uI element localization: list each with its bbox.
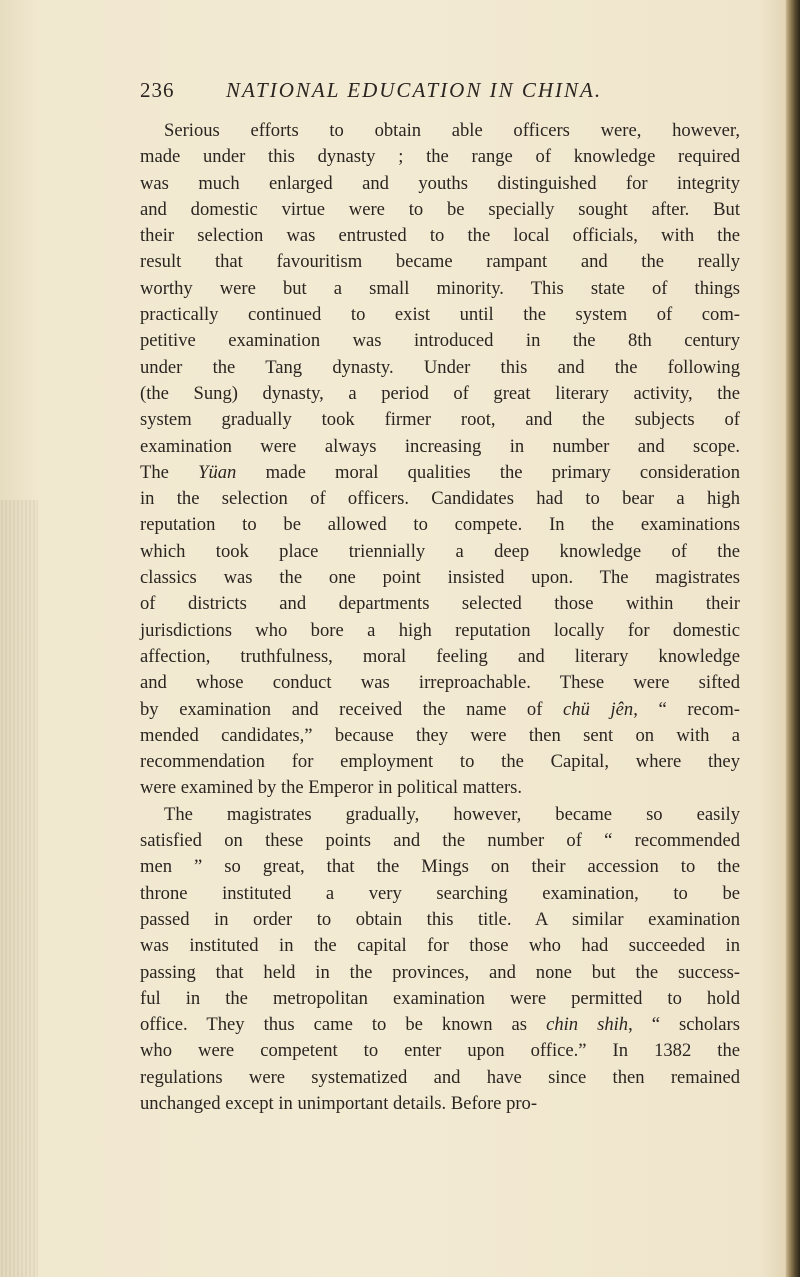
- text-line: [140, 486, 740, 512]
- text-segment: under the Tang dynasty. Under this and the following: [140, 356, 740, 378]
- text-line: [140, 907, 740, 933]
- text-line: [140, 881, 740, 907]
- text-segment: unchanged except in unimportant details. Before pro-: [140, 1092, 538, 1114]
- text-segment: made under this dynasty ; the range of knowledge required: [140, 146, 740, 168]
- text-line: [140, 591, 740, 617]
- text-line: [140, 1038, 740, 1064]
- text-segment: Serious efforts to obtain able officers were, however,: [164, 120, 740, 141]
- text-line: [140, 276, 740, 302]
- text-line: [140, 828, 740, 854]
- text-segment: ful in the metropolitan examination were permitted to hold: [140, 987, 740, 1009]
- text-segment: The: [140, 461, 199, 483]
- running-head: NATIONAL EDUCATION IN CHINA.: [226, 78, 603, 102]
- text-segment: men ” so great, that the Mings on their accession to the: [140, 856, 740, 878]
- text-line: [140, 749, 740, 775]
- text-segment: office. They thus came to be known as: [140, 1014, 547, 1036]
- body-text: [140, 118, 740, 1117]
- text-line: [140, 512, 740, 538]
- text-segment: , “ recom-: [633, 698, 740, 720]
- text-line: [140, 960, 740, 986]
- text-segment: their selection was entrusted to the local officials, with the: [140, 225, 740, 247]
- text-line: [140, 1012, 740, 1038]
- text-segment: satisfied on these points and the number of “ recommended: [140, 830, 740, 852]
- text-segment: system gradually took firmer root, and the subjects of: [140, 409, 740, 431]
- text-segment: which took place triennially a deep knowledge of the: [140, 540, 740, 562]
- text-segment: , “ scholars: [628, 1014, 740, 1036]
- text-line: [140, 697, 740, 723]
- text-line: [140, 802, 740, 828]
- text-line: [140, 618, 740, 644]
- text-line: [140, 565, 740, 591]
- text-line: [140, 118, 740, 144]
- text-segment: regulations were systematized and have since then remained: [140, 1066, 740, 1088]
- page-header: [140, 78, 740, 110]
- text-segment: made moral qualities the primary consideration: [236, 461, 740, 483]
- text-segment: was much enlarged and youths distinguished for integrity: [140, 172, 740, 194]
- italic-term: chin shih: [546, 1014, 629, 1036]
- text-line: [140, 171, 740, 197]
- text-segment: were examined by the Emperor in political matters.: [140, 777, 523, 799]
- text-segment: classics was the one point insisted upon. The magistrates: [140, 567, 740, 589]
- text-line: [140, 644, 740, 670]
- text-line: [140, 302, 740, 328]
- page-number: 236: [140, 78, 175, 102]
- text-line: [140, 434, 740, 460]
- text-line: [140, 854, 740, 880]
- text-line: [140, 775, 740, 801]
- text-line: [140, 723, 740, 749]
- text-segment: worthy were but a small minority. This state of things: [140, 277, 740, 299]
- page-right-edge-shadow: [786, 0, 800, 1277]
- text-segment: jurisdictions who bore a high reputation locally for domestic: [140, 619, 740, 641]
- text-segment: reputation to be allowed to compete. In the examinations: [140, 514, 740, 536]
- text-line: [140, 1091, 740, 1117]
- text-line: [140, 249, 740, 275]
- text-segment: by examination and received the name of: [140, 698, 564, 720]
- text-line: [140, 381, 740, 407]
- text-line: [140, 223, 740, 249]
- text-line: [140, 197, 740, 223]
- text-line: [140, 328, 740, 354]
- text-segment: who were competent to enter upon office.” In 1382 the: [140, 1040, 740, 1062]
- text-segment: throne instituted a very searching examination, to be: [140, 882, 740, 904]
- text-segment: and whose conduct was irreproachable. These were sifted: [140, 672, 740, 694]
- text-segment: (the Sung) dynasty, a period of great literary activity, the: [140, 382, 740, 404]
- text-segment: and domestic virtue were to be specially sought after. But: [140, 198, 740, 220]
- text-segment: practically continued to exist until the system of com-: [140, 304, 740, 326]
- text-segment: recommendation for employment to the Capital, where they: [140, 751, 740, 773]
- text-segment: The magistrates gradually, however, became so easily: [164, 803, 740, 825]
- italic-term: Yüan: [198, 461, 237, 483]
- text-segment: was instituted in the capital for those who had succeeded in: [140, 935, 740, 957]
- text-segment: in the selection of officers. Candidates had to bear a high: [140, 488, 740, 510]
- text-segment: affection, truthfulness, moral feeling and literary knowledge: [140, 645, 740, 667]
- text-segment: examination were always increasing in number and scope.: [140, 435, 740, 457]
- text-line: [140, 144, 740, 170]
- text-line: [140, 407, 740, 433]
- page-left-edge: [0, 500, 38, 1277]
- text-line: [140, 460, 740, 486]
- text-segment: passed in order to obtain this title. A similar examination: [140, 908, 740, 930]
- text-line: [140, 1065, 740, 1091]
- text-segment: petitive examination was introduced in the 8th century: [140, 330, 740, 352]
- text-segment: mended candidates,” because they were then sent on with a: [140, 724, 740, 746]
- text-line: [140, 670, 740, 696]
- text-segment: of districts and departments selected those within their: [140, 593, 740, 615]
- italic-term: chü jên: [563, 698, 634, 720]
- text-line: [140, 933, 740, 959]
- text-segment: result that favouritism became rampant and the really: [140, 251, 740, 273]
- text-segment: passing that held in the provinces, and none but the success-: [140, 961, 740, 983]
- text-line: [140, 355, 740, 381]
- text-line: [140, 986, 740, 1012]
- text-line: [140, 539, 740, 565]
